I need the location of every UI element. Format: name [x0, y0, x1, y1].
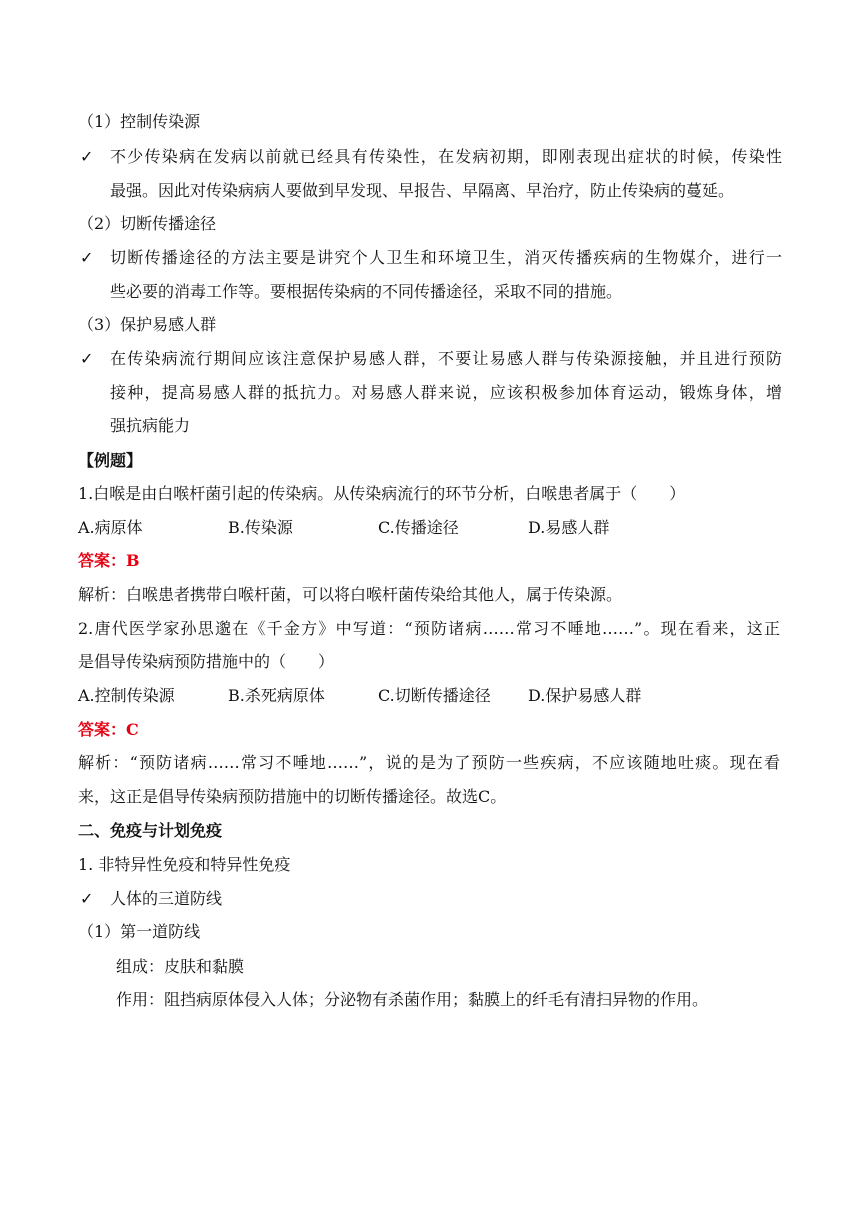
examples-title: 【例题】 [78, 451, 143, 470]
bullet-text: 些必要的消毒工作等。要根据传染病的不同传播途径，采取不同的措施。 [110, 282, 623, 301]
heading-protect-susceptible: （3）保护易感人群 [78, 315, 217, 334]
heading-first-line: （1）第一道防线 [78, 922, 201, 941]
q2-analysis-line-2: 来，这正是倡导传染病预防措施中的切断传播途径。故选C。 [78, 787, 507, 806]
check-icon: ✓ [80, 349, 94, 368]
q2-answer: 答案：C [78, 720, 139, 739]
composition-text: 组成：皮肤和黏膜 [116, 957, 245, 976]
check-icon: ✓ [80, 248, 94, 267]
question-2-line-2: 是倡导传染病预防措施中的（ ） [78, 652, 335, 671]
bullet-text: 最强。因此对传染病病人要做到早发现、早报告、早隔离、早治疗，防止传染病的蔓延。 [110, 181, 735, 200]
bullet-text: 强抗病能力 [110, 416, 191, 435]
bullet-text: 不少传染病在发病以前就已经具有传染性，在发病初期，即刚表现出症状的时候，传染性 [110, 147, 782, 166]
q2-analysis-line-1: 解析：“预防诸病……常习不唾地……”，说的是为了预防一些疾病，不应该随地吐痰。现在看 [78, 753, 780, 772]
q1-answer: 答案：B [78, 551, 140, 570]
q1-analysis: 解析：白喉患者携带白喉杆菌，可以将白喉杆菌传染给其他人，属于传染源。 [78, 585, 623, 604]
bullet-text: 接种，提高易感人群的抵抗力。对易感人群来说，应该积极参加体育运动，锻炼身体，增 [110, 383, 782, 402]
question-2-line-1: 2.唐代医学家孙思邈在《千金方》中写道：“预防诸病……常习不唾地……”。现在看来，这正 [78, 619, 780, 638]
bullet-text: 人体的三道防线 [110, 889, 223, 908]
q1-option-b: B.传染源 [228, 518, 293, 537]
q2-option-c: C.切断传播途径 [378, 686, 491, 705]
q2-option-d: D.保护易感人群 [528, 686, 642, 705]
bullet-text: 切断传播途径的方法主要是讲究个人卫生和环境卫生，消灭传播疾病的生物媒介，进行一 [110, 248, 782, 267]
q1-option-a: A.病原体 [78, 518, 143, 537]
function-text: 作用：阻挡病原体侵入人体；分泌物有杀菌作用；黏膜上的纤毛有清扫异物的作用。 [116, 990, 709, 1009]
q1-option-c: C.传播途径 [378, 518, 459, 537]
section-2-title: 二、免疫与计划免疫 [78, 821, 223, 840]
heading-cut-route: （2）切断传播途径 [78, 214, 217, 233]
check-icon: ✓ [80, 889, 94, 908]
bullet-text: 在传染病流行期间应该注意保护易感人群，不要让易感人群与传染源接触，并且进行预防 [110, 349, 782, 368]
check-icon: ✓ [80, 147, 94, 166]
q2-option-a: A.控制传染源 [78, 686, 175, 705]
subsection-title: 1. 非特异性免疫和特异性免疫 [78, 855, 291, 874]
question-1: 1.白喉是由白喉杆菌引起的传染病。从传染病流行的环节分析，白喉患者属于（ ） [78, 484, 686, 503]
q1-option-d: D.易感人群 [528, 518, 610, 537]
q2-option-b: B.杀死病原体 [228, 686, 325, 705]
heading-control-source: （1）控制传染源 [78, 112, 201, 131]
